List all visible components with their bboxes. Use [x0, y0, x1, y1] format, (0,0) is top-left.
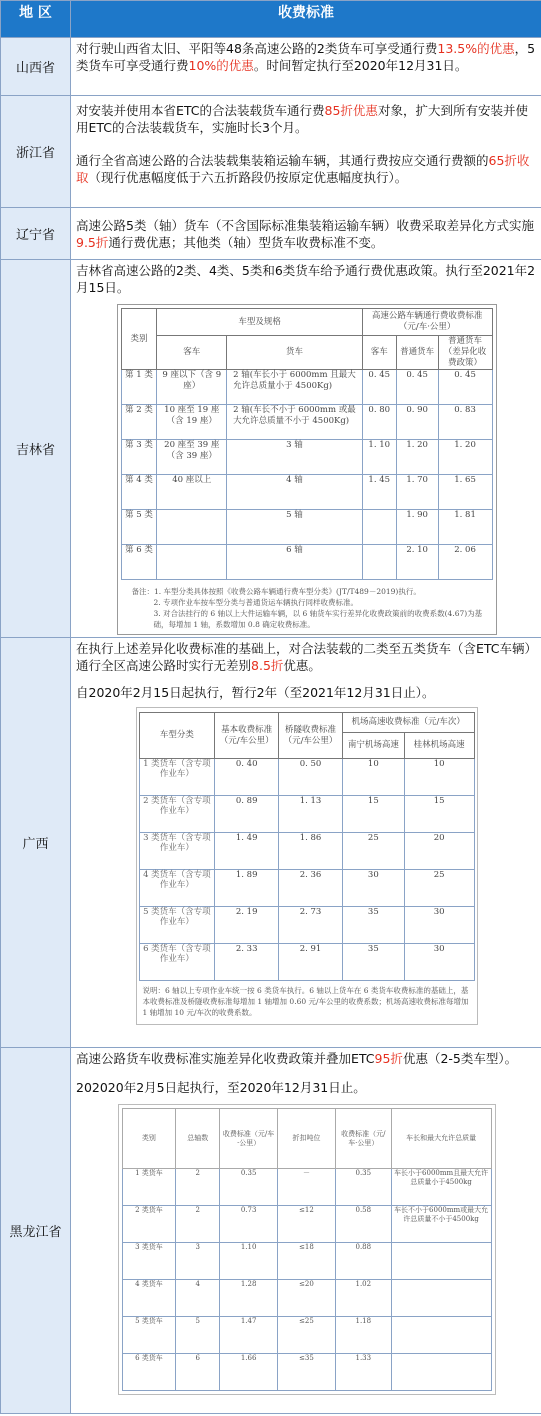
th-spec: 车长和最大允许总质量: [391, 1109, 491, 1169]
cell: 0. 50: [279, 759, 343, 796]
table-row: [121, 545, 492, 580]
cell: 5: [176, 1317, 220, 1354]
desc-heilongjiang: [71, 1048, 541, 1414]
desc-shanxi: [71, 38, 541, 96]
text: 通行费优惠；其他类（轴）型货车收费标准不变。: [108, 234, 384, 250]
cell: 25: [342, 833, 404, 870]
th-truck: 货车: [227, 336, 363, 370]
cell: 2: [176, 1206, 220, 1243]
jilin-fee-table: [121, 308, 493, 580]
province-shanxi: 山西省: [1, 38, 71, 96]
cell: 6 类货车（含专项作业车）: [139, 944, 215, 981]
table-row: [121, 440, 492, 475]
cell: ≤18: [278, 1243, 336, 1280]
th-nanning: 南宁机场高速: [342, 733, 404, 759]
cell: 5 类货车: [122, 1317, 176, 1354]
cell: 0.73: [220, 1206, 278, 1243]
highlight: 13.5%的优惠: [437, 41, 515, 56]
th-base: 基本收费标准（元/车公里）: [215, 713, 279, 759]
jilin-table-note: [118, 580, 496, 634]
cell: 0.88: [335, 1243, 391, 1280]
cell: 2. 36: [279, 870, 343, 907]
row-heilongjiang: [1, 1048, 541, 1414]
cell: 1. 49: [215, 833, 279, 870]
cell: 1. 89: [215, 870, 279, 907]
cell: 1. 86: [279, 833, 343, 870]
cell: 5 轴: [227, 510, 363, 545]
row-shanxi: [1, 38, 541, 96]
th-truck-fee: 普通货车: [396, 336, 438, 370]
cell: 4 轴: [227, 475, 363, 510]
cell: 第 5 类: [121, 510, 157, 545]
th-truck-diff-fee: 普通货车（差异化收费政策）: [438, 336, 492, 370]
cell: 3 类货车（含专项作业车）: [139, 833, 215, 870]
text: ，5类货车可享受通行费: [76, 41, 536, 73]
cell: 1 类货车: [122, 1169, 176, 1206]
cell: 2 轴(车长不小于 6000mm 或最大允许总质量不小于 4500Kg): [227, 405, 363, 440]
cell: 1.02: [335, 1280, 391, 1317]
cell: 2. 19: [215, 907, 279, 944]
th-type: 车型分类: [139, 713, 215, 759]
cell: 车长不小于6000mm或最大允许总质量不小于4500kg: [391, 1206, 491, 1243]
th-model: 车型及规格: [157, 309, 362, 336]
table-row: [139, 759, 474, 796]
cell: 1.10: [220, 1243, 278, 1280]
cell: ≤12: [278, 1206, 336, 1243]
cell: 1. 20: [438, 440, 492, 475]
cell: ≤35: [278, 1354, 336, 1391]
cell: 0.35: [335, 1169, 391, 1206]
cell: 1. 70: [396, 475, 438, 510]
th-fee: 高速公路车辆通行费收费标准（元/车·公里）: [362, 309, 492, 336]
guangxi-fee-table: [139, 712, 475, 981]
cell: 2. 06: [438, 545, 492, 580]
table-row: [122, 1169, 491, 1206]
cell: 30: [404, 907, 474, 944]
spacer: [76, 136, 537, 152]
cell: 1.18: [335, 1317, 391, 1354]
table-row: [122, 1206, 491, 1243]
table-row: [122, 1354, 491, 1391]
jilin-fee-figure: [117, 304, 497, 635]
cell: 1.66: [220, 1354, 278, 1391]
row-zhejiang: [1, 96, 541, 208]
province-liaoning: 辽宁省: [1, 208, 71, 260]
cell: 2. 91: [279, 944, 343, 981]
cell: [157, 510, 227, 545]
th-fee: 收费标准（元/车·公里）: [220, 1109, 278, 1169]
paragraph: [76, 1050, 537, 1067]
table-row: [122, 1243, 491, 1280]
text: 在执行上述差异化收费标准的基础上，对合法装载的二类至五类货车（含ETC车辆）通行全区高速公路时实行无差别: [76, 641, 531, 673]
paragraph: [76, 102, 537, 136]
cell: 0. 90: [396, 405, 438, 440]
text: 优惠（2-5类车型）。: [402, 1051, 518, 1066]
cell: 车长小于6000mm且最大允许总质量小于4500kg: [391, 1169, 491, 1206]
desc-liaoning: [71, 208, 541, 260]
text: （现行优惠幅度低于六五折路段仍按原定优惠幅度执行）。: [88, 170, 408, 185]
table-row: [139, 944, 474, 981]
cell: 1.33: [335, 1354, 391, 1391]
cell: 1. 45: [362, 475, 396, 510]
guangxi-table-note: 说明：6 轴以上专项作业车统一按 6 类货车执行。6 轴以上货车在 6 类货车收费标准的基础上，基本收费标准及桥隧收费标准每增加 1 轴增加 0.60 元/车公里的收费系数；机场高速收费标准每增加 1 轴增加 10 元/车次的收费系数。: [142, 986, 469, 1017]
paragraph: 202020年2月5日起执行，至2020年12月31日止。: [76, 1080, 366, 1095]
table-header: [139, 713, 474, 733]
cell: [391, 1354, 491, 1391]
note-line: 2. 专项作业车按车型分类与普通货运车辆执行同样收费标准。: [153, 598, 359, 607]
row-jilin: [1, 260, 541, 638]
cell: 0. 45: [396, 370, 438, 405]
cell: [391, 1280, 491, 1317]
cell: 3: [176, 1243, 220, 1280]
cell: 35: [342, 907, 404, 944]
cell: ≤20: [278, 1280, 336, 1317]
cell: 第 1 类: [121, 370, 157, 405]
cell: 6: [176, 1354, 220, 1391]
th-bridge: 桥隧收费标准（元/车公里）: [279, 713, 343, 759]
table-row: [121, 370, 492, 405]
cell: 3 轴: [227, 440, 363, 475]
highlight: 85折优惠: [324, 103, 378, 118]
cell: 10: [404, 759, 474, 796]
highlight: 8.5折: [251, 658, 284, 673]
th-category: 类别: [122, 1109, 176, 1169]
cell: 0.58: [335, 1206, 391, 1243]
province-heilongjiang: 黑龙江省: [1, 1048, 71, 1414]
th-airport: 机场高速收费标准（元/车次）: [342, 713, 474, 733]
cell: 20: [404, 833, 474, 870]
cell: 1 类货车（含专项作业车）: [139, 759, 215, 796]
note-line: 备注：1. 车型分类具体按照《收费公路车辆通行费车型分类》(JT/T489－2019)执行。: [131, 587, 421, 596]
province-jilin: 吉林省: [1, 260, 71, 638]
cell: 10: [342, 759, 404, 796]
cell: 0. 45: [438, 370, 492, 405]
guangxi-fee-figure: [136, 707, 478, 1025]
cell: 1. 10: [362, 440, 396, 475]
table-row: [139, 796, 474, 833]
province-zhejiang: 浙江省: [1, 96, 71, 208]
cell: 4: [176, 1280, 220, 1317]
cell: 1. 65: [438, 475, 492, 510]
cell: 2 类货车: [122, 1206, 176, 1243]
table-header: [121, 336, 492, 370]
cell: 10 座至 19 座（含 19 座）: [157, 405, 227, 440]
cell: 4 类货车: [122, 1280, 176, 1317]
paragraph: 自2020年2月15日起执行，暂行2年（至2021年12月31日止）。: [76, 685, 435, 700]
highlight: 65折收取: [76, 153, 530, 185]
th-bus-fee: 客车: [362, 336, 396, 370]
cell: 2 轴(车长小于 6000mm 且最大允许总质量小于 4500Kg): [227, 370, 363, 405]
cell: [391, 1317, 491, 1354]
cell: 0.35: [220, 1169, 278, 1206]
table-header: [121, 309, 492, 336]
spacer: [76, 1067, 537, 1079]
cell: 第 6 类: [121, 545, 157, 580]
table-row: [122, 1280, 491, 1317]
cell: 0. 80: [362, 405, 396, 440]
cell: [391, 1243, 491, 1280]
cell: 9 座以下（含 9 座）: [157, 370, 227, 405]
cell: 0. 89: [215, 796, 279, 833]
row-liaoning: [1, 208, 541, 260]
cell: 30: [342, 870, 404, 907]
highlight: 9.5折: [76, 234, 109, 250]
cell: 第 4 类: [121, 475, 157, 510]
table-row: [121, 475, 492, 510]
cell: 1.28: [220, 1280, 278, 1317]
text: 对安装并使用本省ETC的合法装载货车通行费: [76, 103, 325, 118]
cell: [362, 510, 396, 545]
paragraph: 吉林省高速公路的2类、4类、5类和6类货车给予通行费优惠政策。执行至2021年2月15日。: [76, 263, 536, 295]
text: 对行驶山西省太旧、平阳等48条高速公路的2类货车可享受通行费: [76, 41, 438, 56]
cell: 4 类货车（含专项作业车）: [139, 870, 215, 907]
th-weight: 折扣吨位: [278, 1109, 336, 1169]
table-header: [122, 1109, 491, 1169]
cell: 1.47: [220, 1317, 278, 1354]
cell: 2 类货车（含专项作业车）: [139, 796, 215, 833]
row-guangxi: [1, 638, 541, 1048]
text: 高速公路货车收费标准实施差异化收费政策并叠加ETC: [76, 1051, 375, 1066]
cell: 35: [342, 944, 404, 981]
cell: 25: [404, 870, 474, 907]
province-guangxi: 广西: [1, 638, 71, 1048]
header-region: 地 区: [1, 1, 71, 38]
cell: 1. 90: [396, 510, 438, 545]
th-category: 类别: [121, 309, 157, 370]
th-bus: 客车: [157, 336, 227, 370]
highlight: 95折: [374, 1051, 403, 1066]
table-row: [121, 510, 492, 545]
cell: 1. 20: [396, 440, 438, 475]
cell: 2. 33: [215, 944, 279, 981]
table-row: [139, 833, 474, 870]
th-guilin: 桂林机场高速: [404, 733, 474, 759]
text: 。时间暂定执行至2020年12月31日。: [253, 58, 468, 73]
text: 对象，扩大到所有安装并使用ETC的合法装载货车，实施时长3个月。: [76, 103, 528, 135]
cell: －: [278, 1169, 336, 1206]
text: 通行全省高速公路的合法装载集装箱运输车辆，其通行费按应交通行费额的: [76, 153, 489, 168]
cell: 20 座至 39 座（含 39 座）: [157, 440, 227, 475]
desc-jilin: [71, 260, 541, 638]
cell: 1. 13: [279, 796, 343, 833]
th-fee2: 收费标准（元/车·公里）: [335, 1109, 391, 1169]
cell: 0. 45: [362, 370, 396, 405]
cell: 0. 83: [438, 405, 492, 440]
cell: 6 轴: [227, 545, 363, 580]
paragraph: [76, 152, 537, 186]
heilongjiang-fee-table: [122, 1108, 492, 1391]
spacer: [76, 674, 537, 684]
cell: 30: [404, 944, 474, 981]
cell: 2: [176, 1169, 220, 1206]
cell: 15: [342, 796, 404, 833]
cell: 2. 73: [279, 907, 343, 944]
cell: 6 类货车: [122, 1354, 176, 1391]
header-standard: 收费标准: [71, 1, 541, 38]
desc-guangxi: [71, 638, 541, 1048]
table-row: [139, 907, 474, 944]
table-row: [139, 870, 474, 907]
th-axle: 总轴数: [176, 1109, 220, 1169]
cell: 0. 40: [215, 759, 279, 796]
highlight: 10%的优惠: [188, 58, 254, 73]
cell: 3 类货车: [122, 1243, 176, 1280]
cell: 5 类货车（含专项作业车）: [139, 907, 215, 944]
table-row: [121, 405, 492, 440]
text: 高速公路5类（轴）货车（不含国际标准集装箱运输车辆）收费采取差异化方式实施: [76, 217, 534, 233]
header-row: [1, 1, 541, 38]
desc-zhejiang: [71, 96, 541, 208]
text: 优惠。: [283, 658, 321, 673]
cell: 15: [404, 796, 474, 833]
cell: 2. 10: [396, 545, 438, 580]
cell: ≤25: [278, 1317, 336, 1354]
heilongjiang-fee-figure: [118, 1104, 496, 1395]
cell: 1. 81: [438, 510, 492, 545]
table-row: [122, 1317, 491, 1354]
cell: 第 3 类: [121, 440, 157, 475]
paragraph: [76, 640, 537, 674]
cell: 40 座以上: [157, 475, 227, 510]
cell: [157, 545, 227, 580]
cell: [362, 545, 396, 580]
note-line: 3. 对合法挂行的 6 轴以上大件运输车辆，以 6 轴货车实行差异化收费政策前的收费系数(4.67)为基础，每增加 1 轴，系数增加 0.8 确定收费标准。: [153, 609, 483, 629]
cell: 第 2 类: [121, 405, 157, 440]
